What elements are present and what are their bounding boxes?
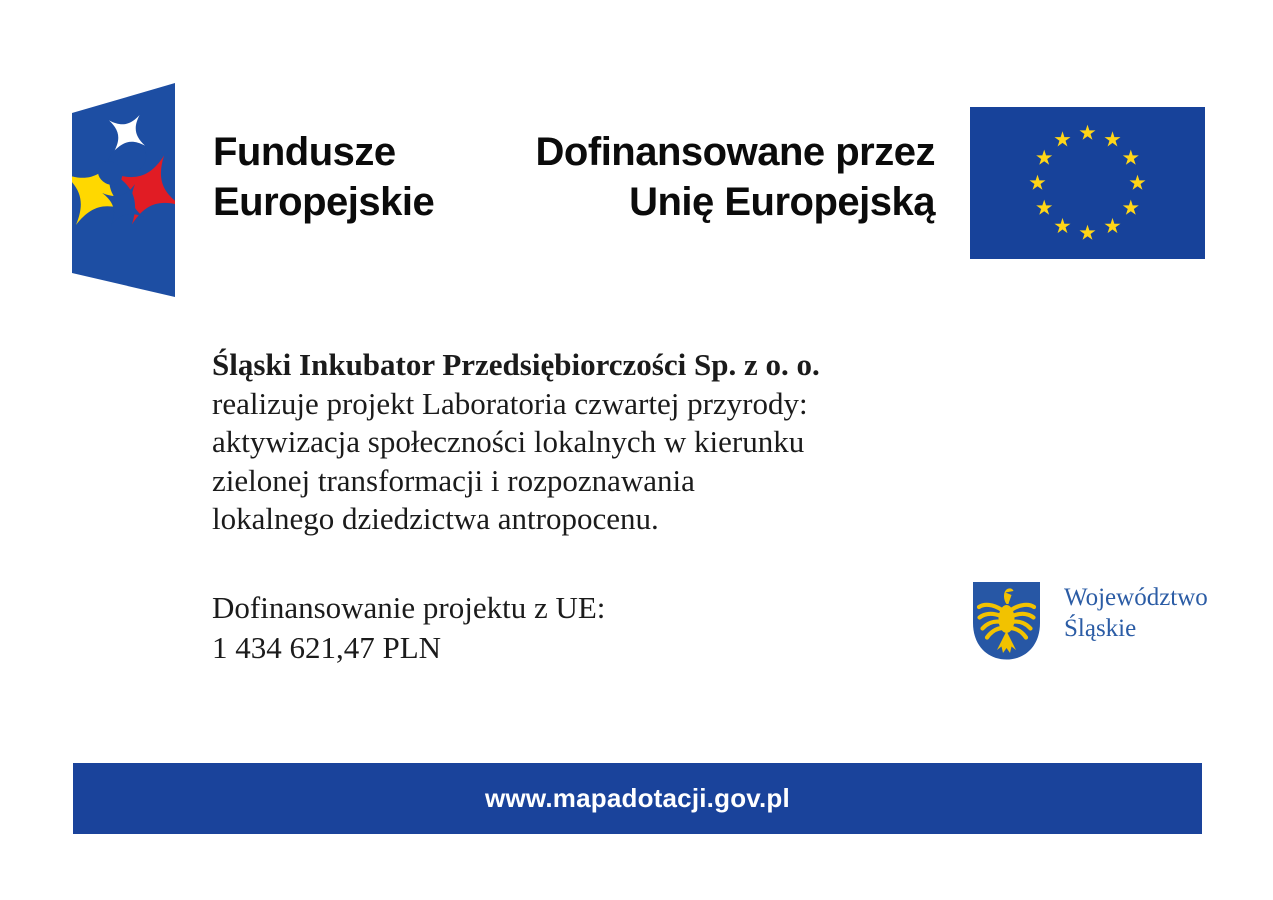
funding-info [212, 588, 605, 668]
eu-flag-icon [970, 107, 1205, 259]
funding-amount: 1 434 621,47 PLN [212, 630, 442, 665]
map-dotacji-url: www.mapadotacji.gov.pl [485, 783, 790, 813]
cofinanced-by-eu-title [400, 127, 935, 227]
silesia-region-logo [970, 579, 1208, 663]
cofinanced-line2: Unię Europejską [629, 180, 935, 224]
region-name-line1: Województwo [1064, 584, 1208, 611]
cofinanced-line1: Dofinansowane przez [535, 130, 935, 174]
project-line: realizuje projekt Laboratoria czwartej przyrody: [212, 385, 808, 421]
project-line: aktywizacja społeczności lokalnych w kierunku [212, 424, 805, 459]
project-line: zielonej transformacji i rozpoznawania [212, 462, 695, 498]
region-name-line2: Śląskie [1064, 615, 1137, 642]
footer-url-bar [73, 763, 1202, 834]
fundusze-europejskie-logo-icon [72, 83, 175, 297]
fe-title-line1: Fundusze [213, 130, 396, 174]
region-name [1064, 579, 1208, 644]
fe-title-line2: Europejskie [213, 180, 435, 224]
project-line: lokalnego dziedzictwa antropocenu. [212, 501, 659, 536]
project-description [212, 346, 952, 539]
beneficiary-name: Śląski Inkubator Przedsiębiorczości Sp. z o. o. [212, 347, 820, 382]
funding-label: Dofinansowanie projektu z UE: [212, 590, 606, 625]
silesia-coat-of-arms-icon [970, 579, 1043, 663]
